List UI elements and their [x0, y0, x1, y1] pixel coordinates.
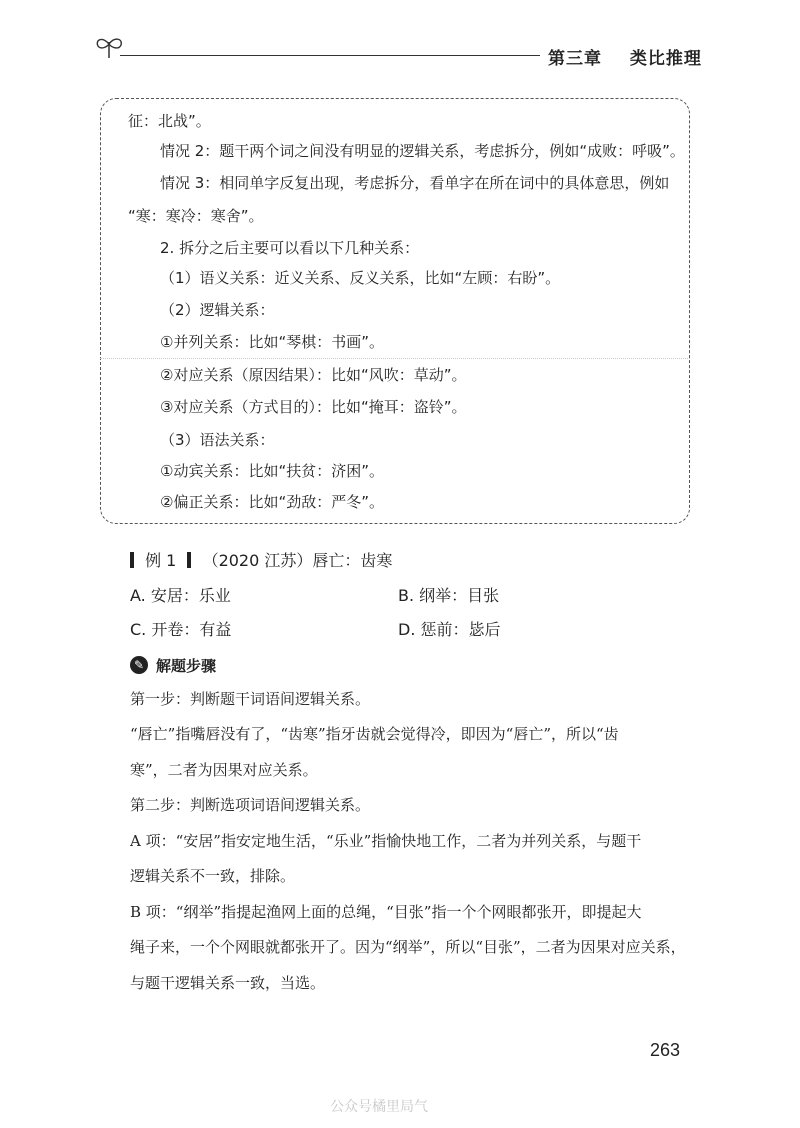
example-heading [130, 551, 392, 571]
option-c: C. 开卷：有益 [130, 620, 232, 639]
solution-line: “唇亡”指嘴唇没有了，“齿寒”指牙齿就会觉得冷，即因为“唇亡”，所以“齿 [130, 725, 619, 743]
example-bar-right [187, 552, 191, 568]
box-line: ①动宾关系：比如“扶贫：济困”。 [160, 462, 384, 480]
chapter-number: 第三章 [548, 49, 602, 69]
box-line: ②偏正关系：比如“劲敌：严冬”。 [160, 493, 384, 511]
box-line: 情况 2：题干两个词之间没有明显的逻辑关系，考虑拆分，例如“成败：呼吸”。 [160, 142, 685, 160]
box-line: ③对应关系（方式目的）：比如“掩耳：盗铃”。 [160, 398, 467, 416]
solution-line: A 项：“安居”指安定地生活，“乐业”指愉快地工作，二者为并列关系，与题干 [130, 832, 642, 850]
option-b: B. 纲举：目张 [398, 586, 500, 605]
sprout-icon [92, 34, 126, 60]
solution-line: 与题干逻辑关系一致，当选。 [130, 974, 326, 992]
box-line: 情况 3：相同单字反复出现，考虑拆分，看单字在所在词中的具体意思，例如 [160, 174, 670, 192]
example-question: （2020 江苏）唇亡：齿寒 [202, 551, 393, 570]
solution-line: B 项：“纲举”指提起渔网上面的总绳，“目张”指一个个网眼都张开，即提起大 [130, 903, 642, 921]
box-line: （3）语法关系： [160, 431, 275, 449]
box-line: ②对应关系（原因结果）：比如“风吹：草动”。 [160, 366, 467, 384]
solution-line: 第二步：判断选项词语间逻辑关系。 [130, 796, 371, 814]
box-line: （2）逻辑关系： [160, 301, 275, 319]
box-line: 征：北战”。 [128, 112, 211, 130]
solution-line: 逻辑关系不一致，排除。 [130, 867, 296, 885]
chapter-title: 类比推理 [629, 49, 702, 69]
option-d: D. 惩前：毖后 [398, 620, 501, 639]
chapter-header [548, 44, 702, 69]
scan-crease [100, 358, 690, 359]
solution-line: 寒”，二者为因果对应关系。 [130, 761, 318, 779]
solution-line: 第一步：判断题干词语间逻辑关系。 [130, 690, 371, 708]
box-line: （1）语义关系：近义关系、反义关系，比如“左顾：右盼”。 [160, 269, 561, 287]
option-a: A. 安居：乐业 [130, 586, 231, 605]
box-line: 2. 拆分之后主要可以看以下几种关系： [160, 239, 420, 257]
watermark: 公众号橘里局气 [330, 1099, 428, 1115]
header-rule [120, 55, 540, 56]
page-number: 263 [650, 1040, 681, 1060]
solution-icon: ✎ [130, 656, 148, 674]
example-bar-left [130, 552, 134, 568]
example-label: 例 1 [145, 551, 177, 570]
solution-title: 解题步骤 [156, 657, 217, 675]
box-line: “寒：寒冷：寒舍”。 [128, 207, 264, 225]
solution-line: 绳子来，一个个网眼就都张开了。因为“纲举”，所以“目张”，二者为因果对应关系， [130, 938, 686, 956]
box-line: ①并列关系：比如“琴棋：书画”。 [160, 333, 384, 351]
